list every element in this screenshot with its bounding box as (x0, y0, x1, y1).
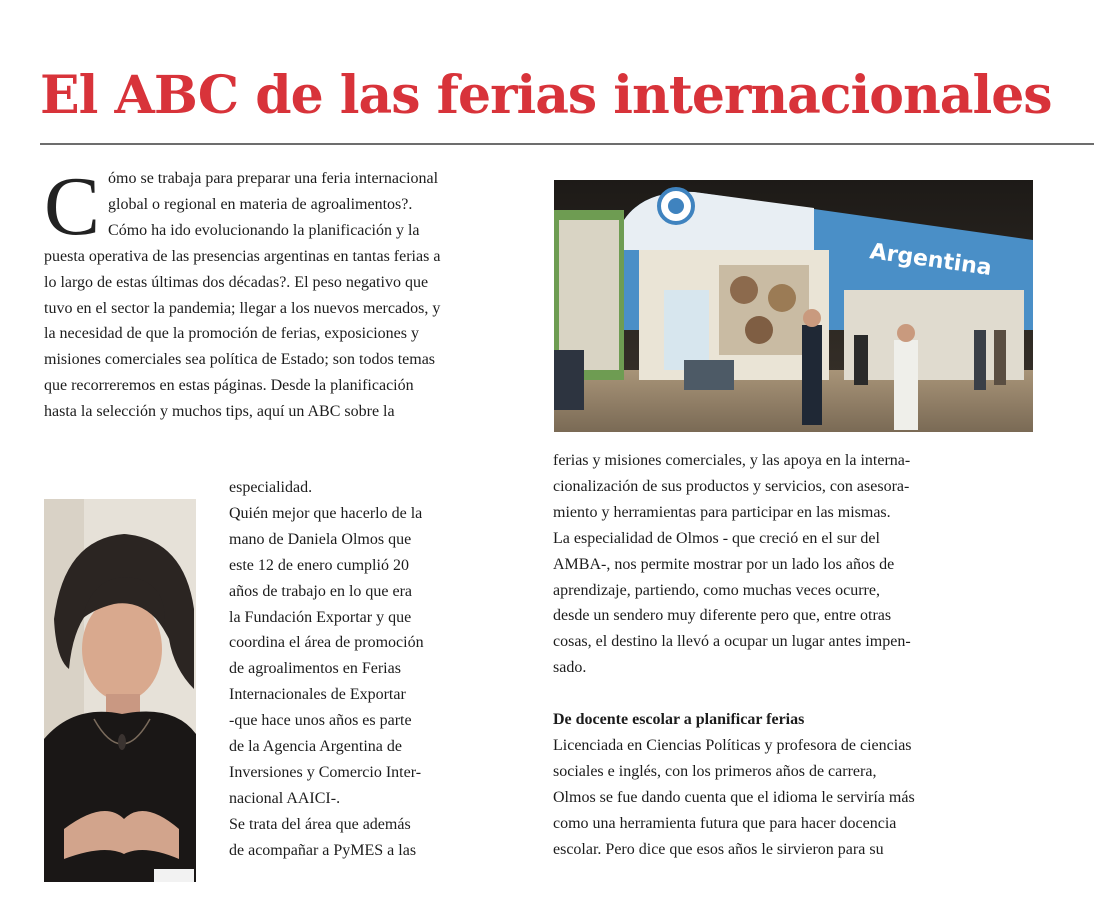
intro-paragraph (44, 160, 444, 425)
text-line: como una herramienta futura que para hacer docencia (553, 814, 897, 832)
text-line: Se trata del área que además (229, 815, 411, 833)
trade-fair-illustration (554, 180, 1033, 432)
text-line: de acompañar a PyMES a las (229, 841, 417, 859)
text-line: cionalización de sus productos y servicios, con asesora- (553, 477, 910, 495)
trade-fair-photo (554, 180, 1033, 432)
section-subheading: De docente escolar a planificar ferias (553, 711, 805, 729)
text-line: Quién mejor que hacerlo de la (229, 504, 423, 522)
text-line: Licenciada en Ciencias Políticas y profesora de ciencias (553, 737, 912, 755)
text-line: de agroalimentos en Ferias (229, 660, 401, 678)
intro-text: ómo se trabaja para preparar una feria internacional global o regional en materia de agroalimentos?. Cómo ha ido evolucionando la planificación y la puesta operativa de las presencias argentinas en tantas ferias a lo largo de estas últimas dos décadas?. El peso negativo que tuvo en el sector la pandemia; llegar a los nuevos mercados, y la necesidad de que la promoción de ferias, exposiciones y misiones comerciales sea política de Estado; son todos temas que recorreremos en estas páginas. Desde la planificación hasta la selección y muchos tips, aquí un ABC sobre la (44, 170, 441, 421)
text-line: -que hace unos años es parte (229, 712, 412, 730)
title-divider (40, 143, 1094, 145)
text-line: escolar. Pero dice que esos años le sirvieron para su (553, 840, 884, 858)
text-line: mano de Daniela Olmos que (229, 530, 412, 548)
text-line: la Fundación Exportar y que (229, 608, 412, 626)
portrait-photo (44, 499, 196, 882)
text-line: Olmos se fue dando cuenta que el idioma le serviría más (553, 788, 915, 806)
portrait-illustration (44, 499, 196, 882)
text-line: ferias y misiones comerciales, y las apoya en la interna- (553, 452, 911, 469)
article-title: El ABC de las ferias internacionales (40, 65, 1052, 126)
text-line: especialidad. (229, 479, 313, 496)
text-line: Inversiones y Comercio Inter- (229, 763, 422, 781)
drop-cap: C (44, 160, 101, 253)
text-line: miento y herramientas para participar en las mismas. (553, 503, 891, 521)
text-line: este 12 de enero cumplió 20 (229, 556, 409, 574)
text-line: Internacionales de Exportar (229, 686, 406, 704)
text-line: desde un sendero muy diferente pero que, entre otras (553, 607, 892, 625)
text-line: sado. (553, 659, 587, 677)
text-line: La especialidad de Olmos - que creció en el sur del (553, 529, 880, 547)
text-line: sociales e inglés, con los primeros años de carrera, (553, 762, 877, 780)
text-line: nacional AAICI-. (229, 789, 341, 807)
stand-sign: Argentina (868, 239, 994, 282)
text-line: años de trabajo en lo que era (229, 582, 413, 600)
column-1-continuation (229, 475, 449, 864)
column-2 (553, 448, 973, 863)
text-line: aprendizaje, partiendo, como muchas veces ocurre, (553, 581, 880, 599)
text-line: AMBA-, nos permite mostrar por un lado los años de (553, 555, 895, 573)
text-line: coordina el área de promoción (229, 634, 424, 652)
text-line: cosas, el destino la llevó a ocupar un lugar antes impen- (553, 633, 911, 651)
text-line: de la Agencia Argentina de (229, 738, 402, 756)
